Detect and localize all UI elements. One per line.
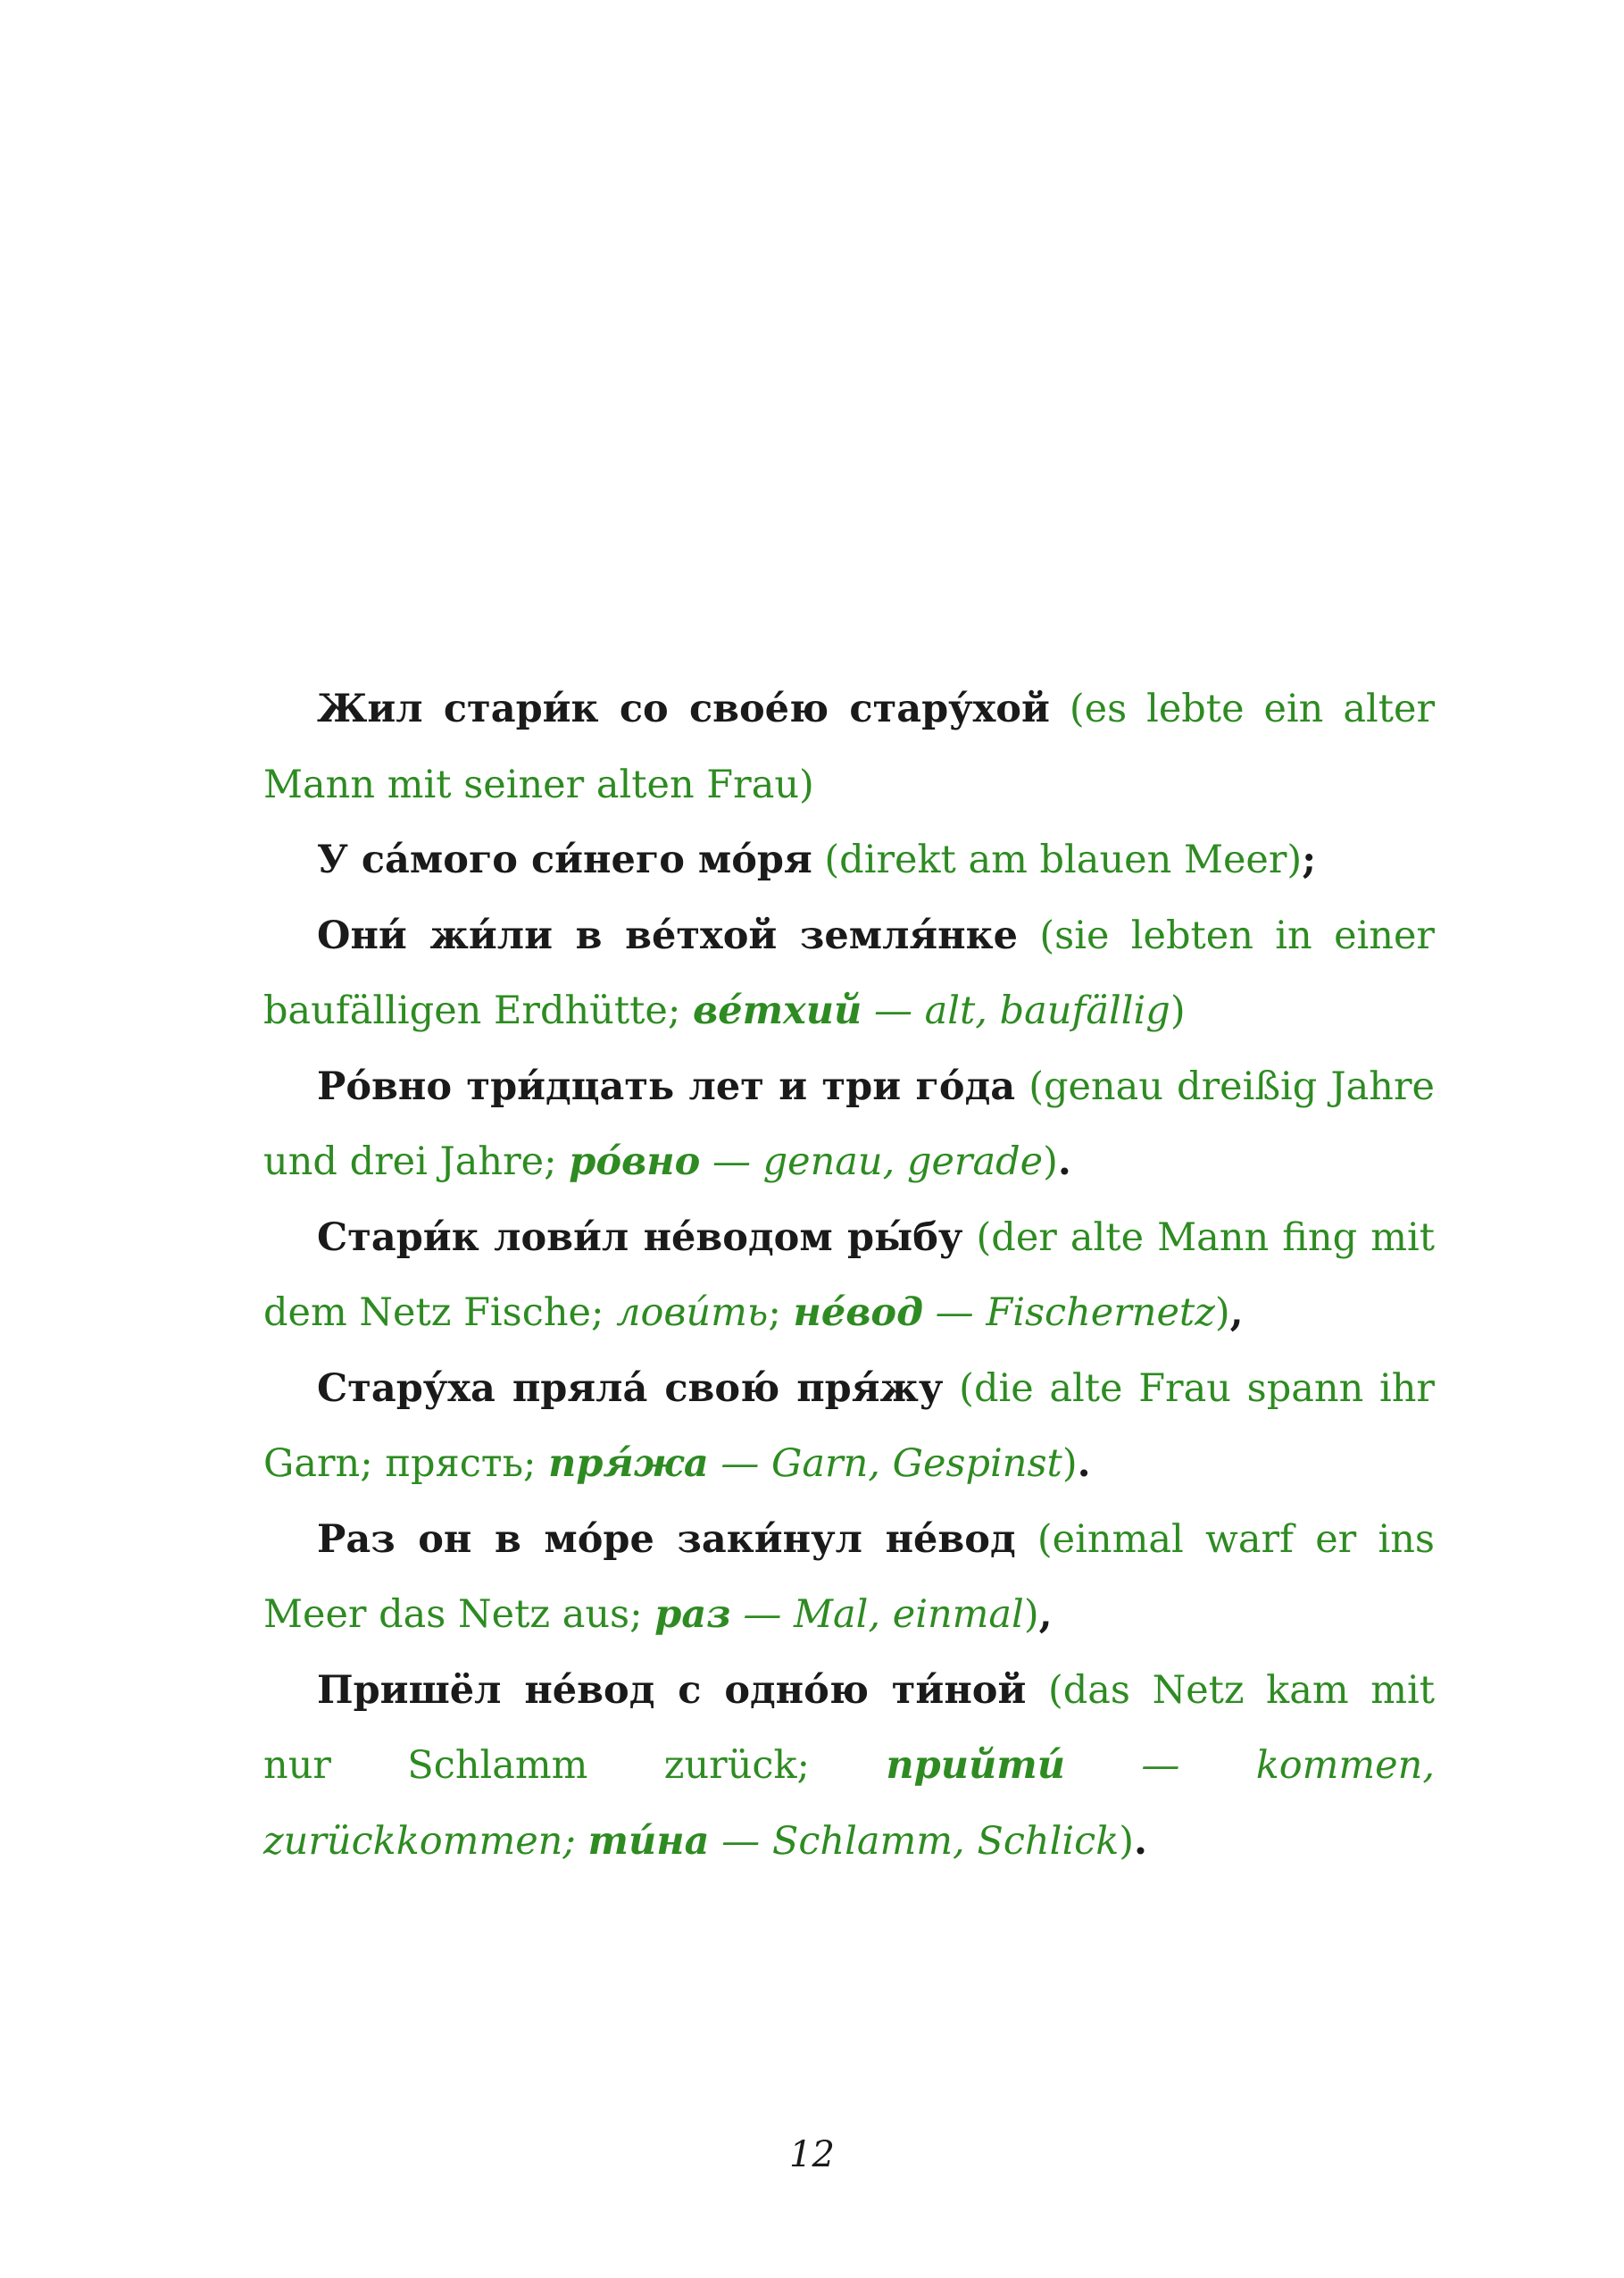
russian-line: Стару́ха пряла́ свою́ пря́жу (317, 1365, 944, 1411)
gloss-close: ) (1119, 1818, 1135, 1864)
gloss-close: ) (1043, 1139, 1058, 1184)
german-gloss: (das Netz kam mit nur Schlamm zurück; (263, 1667, 1436, 1788)
vocab-dash: — (730, 1592, 794, 1637)
german-gloss: (die alte Frau spann ihr Garn; прясть; (263, 1365, 1435, 1486)
gloss-close: ) (1023, 1592, 1039, 1637)
paragraph-5 (263, 1200, 1435, 1351)
german-gloss: (der alte Mann fing mit dem Netz Fische; (263, 1214, 1436, 1335)
vocab-meaning: Fischernetz (986, 1290, 1215, 1335)
text-block (263, 672, 1435, 1879)
vocab-dash-2: — (709, 1818, 772, 1864)
german-gloss: (genau dreißig Jahre und drei Jahre; (263, 1064, 1435, 1184)
vocab-meaning: kommen, zurückkommen; (263, 1743, 1435, 1864)
vocab-meaning-2: Schlamm, Schlick (771, 1818, 1120, 1864)
russian-line: Они́ жи́ли в ве́тхой земля́нке (317, 913, 1019, 958)
vocab-dash: — (1065, 1743, 1256, 1788)
german-gloss: (einmal warf er ins Meer das Netz aus; (263, 1516, 1435, 1637)
paragraph-7 (263, 1502, 1435, 1653)
vocab-word: ве́тхий (693, 989, 862, 1033)
vocab-word: прийти́ (886, 1743, 1065, 1788)
paragraph-4 (263, 1049, 1435, 1200)
vocab-word-2: ти́на (587, 1818, 710, 1864)
gloss-close: ) (1170, 989, 1186, 1033)
paragraph-2 (263, 822, 1435, 898)
gloss-separator: ; (768, 1290, 794, 1335)
punctuation: . (1134, 1818, 1148, 1864)
russian-line: Раз он в мо́ре заки́нул не́вод (317, 1516, 1016, 1562)
gloss-close: ) (1062, 1441, 1078, 1486)
russian-line: Пришёл не́вод с одно́ю ти́ной (317, 1667, 1027, 1713)
german-gloss: (direkt am blauen Meer) (824, 838, 1303, 882)
vocab-meaning: Mal, einmal (794, 1592, 1024, 1637)
vocab-dash: — (923, 1290, 987, 1335)
punctuation: . (1057, 1139, 1071, 1184)
punctuation: , (1229, 1290, 1244, 1335)
vocab-word: пря́жа (548, 1441, 709, 1486)
paragraph-3 (263, 898, 1435, 1049)
vocab-dash: — (862, 989, 925, 1033)
paragraph-6 (263, 1351, 1435, 1502)
vocab-word: ро́вно (569, 1139, 701, 1184)
vocab-meaning: alt, baufällig (924, 989, 1170, 1033)
vocab-dash: — (700, 1139, 763, 1184)
russian-line: Ро́вно три́дцать лет и три го́да (317, 1064, 1016, 1109)
vocab-infinitive: лови́ть (616, 1290, 769, 1335)
page-number: 12 (789, 2134, 835, 2175)
russian-line: Жил стари́к со свое́ю стару́хой (317, 687, 1050, 731)
vocab-meaning: Garn, Gespinst (771, 1441, 1062, 1486)
russian-line: Стари́к лови́л не́водом ры́бу (317, 1214, 963, 1260)
punctuation: . (1077, 1441, 1091, 1486)
gloss-close: ) (1214, 1290, 1230, 1335)
german-gloss: (es lebte ein alter Mann mit seiner alten Frau) (263, 687, 1435, 807)
paragraph-8 (263, 1653, 1435, 1880)
german-gloss: (sie lebten in einer baufälligen Erdhütte; (263, 913, 1435, 1033)
vocab-dash: — (708, 1441, 772, 1486)
vocab-word: не́вод (793, 1290, 924, 1335)
paragraph-1 (263, 672, 1435, 822)
vocab-word: раз (654, 1592, 731, 1637)
russian-line: У са́мого си́него мо́ря (317, 838, 812, 882)
punctuation: , (1038, 1592, 1053, 1637)
punctuation: ; (1302, 838, 1317, 882)
vocab-meaning: genau, gerade (762, 1139, 1044, 1184)
